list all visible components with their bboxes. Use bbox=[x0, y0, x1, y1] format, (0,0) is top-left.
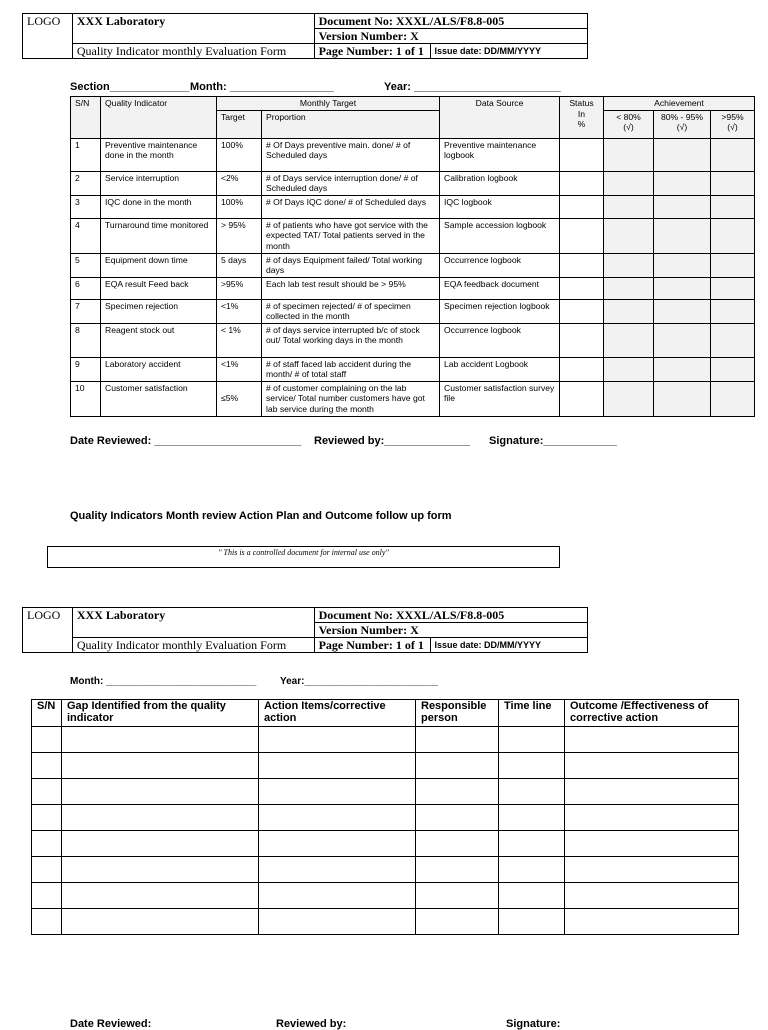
cell-time-line bbox=[499, 909, 565, 935]
table-row bbox=[71, 357, 755, 381]
cell-target: <1% bbox=[217, 357, 262, 381]
date-reviewed-field: Date Reviewed: ________________________ bbox=[70, 435, 302, 447]
cell-target: ≤5% bbox=[217, 381, 262, 416]
cell-achievement-above-95 bbox=[711, 138, 755, 171]
cell-target: 100% bbox=[217, 138, 262, 171]
action-plan-table bbox=[31, 699, 739, 935]
form-name: Quality Indicator monthly Evaluation Form bbox=[72, 44, 314, 59]
col-responsible-person: Responsible person bbox=[416, 700, 499, 727]
page-number: Page Number: 1 of 1 bbox=[314, 44, 430, 59]
cell-achievement-80-95 bbox=[654, 195, 711, 218]
col-achievement-below-80: < 80% (√) bbox=[604, 110, 654, 138]
cell-indicator: Service interruption bbox=[101, 171, 217, 195]
cell-outcome bbox=[565, 805, 739, 831]
col-outcome: Outcome /Effectiveness of corrective action bbox=[565, 700, 739, 727]
table-row bbox=[32, 779, 739, 805]
col-time-line: Time line bbox=[499, 700, 565, 727]
cell-achievement-80-95 bbox=[654, 253, 711, 277]
col-status: Status In % bbox=[560, 97, 604, 139]
col-proportion: Proportion bbox=[262, 110, 440, 138]
cell-sn: 5 bbox=[71, 253, 101, 277]
table-row bbox=[71, 277, 755, 299]
cell-status bbox=[560, 171, 604, 195]
document-header-2 bbox=[22, 607, 588, 653]
cell-data-source: Occurrence logbook bbox=[440, 323, 560, 357]
cell-achievement-below-80 bbox=[604, 138, 654, 171]
cell-sn: 1 bbox=[71, 138, 101, 171]
controlled-document-note: '' This is a controlled document for internal use only'' bbox=[47, 546, 560, 568]
cell-sn: 7 bbox=[71, 299, 101, 323]
cell-sn bbox=[32, 727, 62, 753]
bottom-date-reviewed: Date Reviewed: bbox=[70, 1018, 152, 1030]
cell-achievement-below-80 bbox=[604, 381, 654, 416]
cell-time-line bbox=[499, 805, 565, 831]
table-row bbox=[71, 218, 755, 253]
cell-time-line bbox=[499, 753, 565, 779]
cell-gap bbox=[62, 883, 259, 909]
table-row bbox=[71, 171, 755, 195]
cell-indicator: Equipment down time bbox=[101, 253, 217, 277]
cell-outcome bbox=[565, 753, 739, 779]
signature-field: Signature:____________ bbox=[489, 435, 617, 447]
table-row bbox=[71, 138, 755, 171]
cell-achievement-80-95 bbox=[654, 277, 711, 299]
cell-gap bbox=[62, 857, 259, 883]
cell-achievement-above-95 bbox=[711, 323, 755, 357]
cell-achievement-below-80 bbox=[604, 195, 654, 218]
cell-time-line bbox=[499, 831, 565, 857]
cell-sn: 8 bbox=[71, 323, 101, 357]
cell-indicator: Reagent stock out bbox=[101, 323, 217, 357]
cell-proportion: # of specimen rejected/ # of specimen collected in the month bbox=[262, 299, 440, 323]
cell-indicator: Customer satisfaction bbox=[101, 381, 217, 416]
table-row bbox=[32, 883, 739, 909]
cell-time-line bbox=[499, 779, 565, 805]
col-monthly-target: Monthly Target bbox=[217, 97, 440, 111]
cell-responsible bbox=[416, 831, 499, 857]
issue-date: Issue date: DD/MM/YYYY bbox=[430, 44, 587, 59]
cell-achievement-below-80 bbox=[604, 277, 654, 299]
quality-indicator-table bbox=[70, 96, 755, 417]
cell-achievement-80-95 bbox=[654, 138, 711, 171]
cell-action bbox=[259, 909, 416, 935]
col-achievement-80-95: 80% - 95% (√) bbox=[654, 110, 711, 138]
document-header bbox=[22, 13, 588, 59]
cell-achievement-below-80 bbox=[604, 357, 654, 381]
section-field: Section_____________ bbox=[70, 81, 190, 93]
table-row bbox=[71, 299, 755, 323]
cell-proportion: # of days Equipment failed/ Total working days bbox=[262, 253, 440, 277]
cell-proportion: # of patients who have got service with the expected TAT/ Total patients served in the month bbox=[262, 218, 440, 253]
cell-proportion: # of Days service interruption done/ # of Scheduled days bbox=[262, 171, 440, 195]
cell-sn: 3 bbox=[71, 195, 101, 218]
cell-data-source: Lab accident Logbook bbox=[440, 357, 560, 381]
form-name: Quality Indicator monthly Evaluation Form bbox=[72, 638, 314, 653]
cell-achievement-below-80 bbox=[604, 171, 654, 195]
logo-placeholder: LOGO bbox=[23, 14, 73, 59]
cell-responsible bbox=[416, 727, 499, 753]
cell-time-line bbox=[499, 727, 565, 753]
cell-target: 100% bbox=[217, 195, 262, 218]
cell-data-source: Sample accession logbook bbox=[440, 218, 560, 253]
cell-data-source: Customer satisfaction survey file bbox=[440, 381, 560, 416]
col-quality-indicator: Quality Indicator bbox=[101, 97, 217, 139]
cell-sn bbox=[32, 805, 62, 831]
cell-action bbox=[259, 831, 416, 857]
cell-gap bbox=[62, 779, 259, 805]
cell-achievement-80-95 bbox=[654, 299, 711, 323]
cell-sn: 10 bbox=[71, 381, 101, 416]
cell-target: <2% bbox=[217, 171, 262, 195]
month-field: Month: _________________ bbox=[190, 81, 334, 93]
col-sn: S/N bbox=[71, 97, 101, 139]
cell-sn bbox=[32, 883, 62, 909]
table-row bbox=[32, 857, 739, 883]
cell-sn bbox=[32, 909, 62, 935]
cell-indicator: Specimen rejection bbox=[101, 299, 217, 323]
cell-proportion: # of staff faced lab accident during the month/ # of total staff bbox=[262, 357, 440, 381]
cell-status bbox=[560, 195, 604, 218]
cell-data-source: Specimen rejection logbook bbox=[440, 299, 560, 323]
cell-proportion: # Of Days IQC done/ # of Scheduled days bbox=[262, 195, 440, 218]
cell-data-source: Preventive maintenance logbook bbox=[440, 138, 560, 171]
table-row bbox=[71, 253, 755, 277]
col-sn: S/N bbox=[32, 700, 62, 727]
cell-achievement-80-95 bbox=[654, 381, 711, 416]
cell-time-line bbox=[499, 883, 565, 909]
col-gap-identified: Gap Identified from the quality indicator bbox=[62, 700, 259, 727]
cell-achievement-below-80 bbox=[604, 323, 654, 357]
cell-sn: 4 bbox=[71, 218, 101, 253]
cell-status bbox=[560, 277, 604, 299]
cell-indicator: Laboratory accident bbox=[101, 357, 217, 381]
cell-target: < 1% bbox=[217, 323, 262, 357]
cell-achievement-80-95 bbox=[654, 357, 711, 381]
cell-achievement-above-95 bbox=[711, 357, 755, 381]
cell-time-line bbox=[499, 857, 565, 883]
bottom-signature: Signature: bbox=[506, 1018, 561, 1030]
cell-responsible bbox=[416, 857, 499, 883]
cell-proportion: # of days service interrupted b/c of stock out/ Total working days in the month bbox=[262, 323, 440, 357]
cell-outcome bbox=[565, 883, 739, 909]
cell-status bbox=[560, 138, 604, 171]
cell-achievement-above-95 bbox=[711, 277, 755, 299]
cell-proportion: # Of Days preventive main. done/ # of Scheduled days bbox=[262, 138, 440, 171]
cell-target: <1% bbox=[217, 299, 262, 323]
cell-action bbox=[259, 883, 416, 909]
cell-gap bbox=[62, 909, 259, 935]
cell-data-source: Calibration logbook bbox=[440, 171, 560, 195]
cell-achievement-80-95 bbox=[654, 323, 711, 357]
cell-data-source: EQA feedback document bbox=[440, 277, 560, 299]
cell-responsible bbox=[416, 909, 499, 935]
cell-target: >95% bbox=[217, 277, 262, 299]
cell-sn bbox=[32, 857, 62, 883]
cell-gap bbox=[62, 753, 259, 779]
cell-achievement-below-80 bbox=[604, 253, 654, 277]
cell-status bbox=[560, 381, 604, 416]
cell-gap bbox=[62, 805, 259, 831]
reviewed-by-field: Reviewed by:______________ bbox=[314, 435, 470, 447]
col-data-source: Data Source bbox=[440, 97, 560, 139]
cell-status bbox=[560, 357, 604, 381]
document-number: Document No: XXXL/ALS/F8.8-005 bbox=[314, 608, 587, 623]
cell-action bbox=[259, 805, 416, 831]
cell-data-source: IQC logbook bbox=[440, 195, 560, 218]
cell-status bbox=[560, 323, 604, 357]
cell-achievement-above-95 bbox=[711, 299, 755, 323]
table-row bbox=[71, 381, 755, 416]
cell-proportion: # of customer complaining on the lab service/ Total number customers have got lab service during the month bbox=[262, 381, 440, 416]
cell-status bbox=[560, 299, 604, 323]
cell-gap bbox=[62, 727, 259, 753]
version-number: Version Number: X bbox=[314, 623, 587, 638]
issue-date: Issue date: DD/MM/YYYY bbox=[430, 638, 587, 653]
cell-outcome bbox=[565, 909, 739, 935]
cell-responsible bbox=[416, 779, 499, 805]
col-action-items: Action Items/corrective action bbox=[259, 700, 416, 727]
cell-outcome bbox=[565, 727, 739, 753]
cell-data-source: Occurrence logbook bbox=[440, 253, 560, 277]
version-number: Version Number: X bbox=[314, 29, 587, 44]
action-plan-title: Quality Indicators Month review Action Plan and Outcome follow up form bbox=[70, 510, 452, 522]
cell-indicator: Turnaround time monitored bbox=[101, 218, 217, 253]
col-target: Target bbox=[217, 110, 262, 138]
cell-achievement-80-95 bbox=[654, 171, 711, 195]
table-row bbox=[32, 805, 739, 831]
cell-sn bbox=[32, 753, 62, 779]
plan-month-field: Month: ___________________________ bbox=[70, 676, 257, 687]
cell-sn bbox=[32, 831, 62, 857]
plan-year-field: Year:________________________ bbox=[280, 676, 438, 687]
table-row bbox=[32, 753, 739, 779]
year-field: Year: ________________________ bbox=[384, 81, 561, 93]
cell-outcome bbox=[565, 779, 739, 805]
lab-name: XXX Laboratory bbox=[72, 608, 314, 638]
bottom-reviewed-by: Reviewed by: bbox=[276, 1018, 347, 1030]
table-row bbox=[32, 831, 739, 857]
logo-placeholder: LOGO bbox=[23, 608, 73, 653]
cell-sn: 2 bbox=[71, 171, 101, 195]
document-number: Document No: XXXL/ALS/F8.8-005 bbox=[314, 14, 587, 29]
cell-sn: 6 bbox=[71, 277, 101, 299]
cell-indicator: EQA result Feed back bbox=[101, 277, 217, 299]
cell-outcome bbox=[565, 857, 739, 883]
cell-indicator: IQC done in the month bbox=[101, 195, 217, 218]
table-row bbox=[32, 909, 739, 935]
cell-achievement-above-95 bbox=[711, 195, 755, 218]
cell-status bbox=[560, 218, 604, 253]
cell-action bbox=[259, 857, 416, 883]
table-row bbox=[32, 727, 739, 753]
table-row bbox=[71, 195, 755, 218]
cell-proportion: Each lab test result should be > 95% bbox=[262, 277, 440, 299]
cell-status bbox=[560, 253, 604, 277]
cell-achievement-above-95 bbox=[711, 218, 755, 253]
col-achievement: Achievement bbox=[604, 97, 755, 111]
table-row bbox=[71, 323, 755, 357]
cell-target: 5 days bbox=[217, 253, 262, 277]
cell-achievement-80-95 bbox=[654, 218, 711, 253]
cell-responsible bbox=[416, 805, 499, 831]
cell-achievement-above-95 bbox=[711, 171, 755, 195]
cell-indicator: Preventive maintenance done in the month bbox=[101, 138, 217, 171]
cell-responsible bbox=[416, 883, 499, 909]
cell-achievement-below-80 bbox=[604, 218, 654, 253]
col-achievement-above-95: >95% (√) bbox=[711, 110, 755, 138]
cell-action bbox=[259, 753, 416, 779]
cell-achievement-above-95 bbox=[711, 253, 755, 277]
cell-gap bbox=[62, 831, 259, 857]
cell-target: > 95% bbox=[217, 218, 262, 253]
cell-action bbox=[259, 779, 416, 805]
cell-sn bbox=[32, 779, 62, 805]
cell-outcome bbox=[565, 831, 739, 857]
cell-responsible bbox=[416, 753, 499, 779]
cell-action bbox=[259, 727, 416, 753]
cell-achievement-above-95 bbox=[711, 381, 755, 416]
lab-name: XXX Laboratory bbox=[72, 14, 314, 44]
cell-sn: 9 bbox=[71, 357, 101, 381]
cell-achievement-below-80 bbox=[604, 299, 654, 323]
page-number: Page Number: 1 of 1 bbox=[314, 638, 430, 653]
